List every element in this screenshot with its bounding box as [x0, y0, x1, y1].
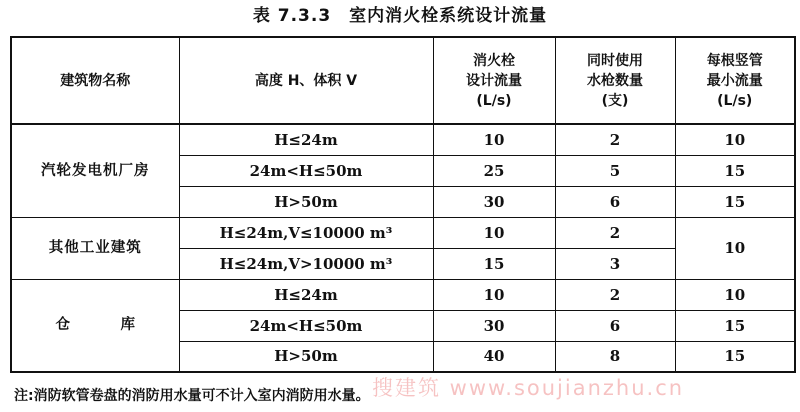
condition-cell: H≤24m: [179, 279, 433, 310]
table-row: [11, 217, 795, 248]
condition-cell: H≤24m,V≤10000 m³: [179, 217, 433, 248]
header-height-volume: 高度 H、体积 V: [179, 37, 433, 124]
category-cell: 其他工业建筑: [11, 217, 179, 279]
design-flow-cell: 40: [433, 341, 555, 372]
category-cell: 仓 库: [11, 279, 179, 372]
condition-cell: 24m<H≤50m: [179, 155, 433, 186]
condition-cell: H>50m: [179, 341, 433, 372]
condition-cell: H≤24m,V>10000 m³: [179, 248, 433, 279]
design-flow-cell: 10: [433, 124, 555, 155]
min-flow-cell: 15: [675, 155, 795, 186]
nozzle-count-cell: 2: [555, 217, 675, 248]
design-flow-cell: 10: [433, 217, 555, 248]
min-flow-cell: 15: [675, 341, 795, 372]
nozzle-count-cell: 6: [555, 310, 675, 341]
nozzle-count-cell: 5: [555, 155, 675, 186]
category-cell: 汽轮发电机厂房: [11, 124, 179, 217]
nozzle-count-cell: 8: [555, 341, 675, 372]
header-nozzle-count: 同时使用 水枪数量 (支): [555, 37, 675, 124]
table-title: 表 7.3.3 室内消火栓系统设计流量: [252, 6, 548, 26]
header-row: [11, 37, 795, 124]
table-note: 注:消防软管卷盘的消防用水量可不计入室内消防用水量。: [14, 388, 370, 404]
condition-cell: H>50m: [179, 186, 433, 217]
condition-cell: H≤24m: [179, 124, 433, 155]
design-flow-cell: 15: [433, 248, 555, 279]
condition-cell: 24m<H≤50m: [179, 310, 433, 341]
nozzle-count-cell: 3: [555, 248, 675, 279]
min-flow-cell: 15: [675, 186, 795, 217]
table-row: [11, 279, 795, 310]
min-flow-cell: 10: [675, 279, 795, 310]
design-flow-cell: 25: [433, 155, 555, 186]
design-flow-cell: 30: [433, 310, 555, 341]
nozzle-count-cell: 2: [555, 279, 675, 310]
header-building-name: 建筑物名称: [11, 37, 179, 124]
nozzle-count-cell: 2: [555, 124, 675, 155]
min-flow-cell: 10: [675, 217, 795, 279]
nozzle-count-cell: 6: [555, 186, 675, 217]
design-flow-cell: 10: [433, 279, 555, 310]
header-min-riser-flow: 每根竖管 最小流量 (L/s): [675, 37, 795, 124]
design-flow-cell: 30: [433, 186, 555, 217]
header-design-flow: 消火栓 设计流量 (L/s): [433, 37, 555, 124]
table-row: [11, 124, 795, 155]
min-flow-cell: 10: [675, 124, 795, 155]
flow-table: [10, 36, 796, 373]
watermark: 搜建筑 www.soujianzhu.cn: [372, 376, 685, 400]
min-flow-cell: 15: [675, 310, 795, 341]
